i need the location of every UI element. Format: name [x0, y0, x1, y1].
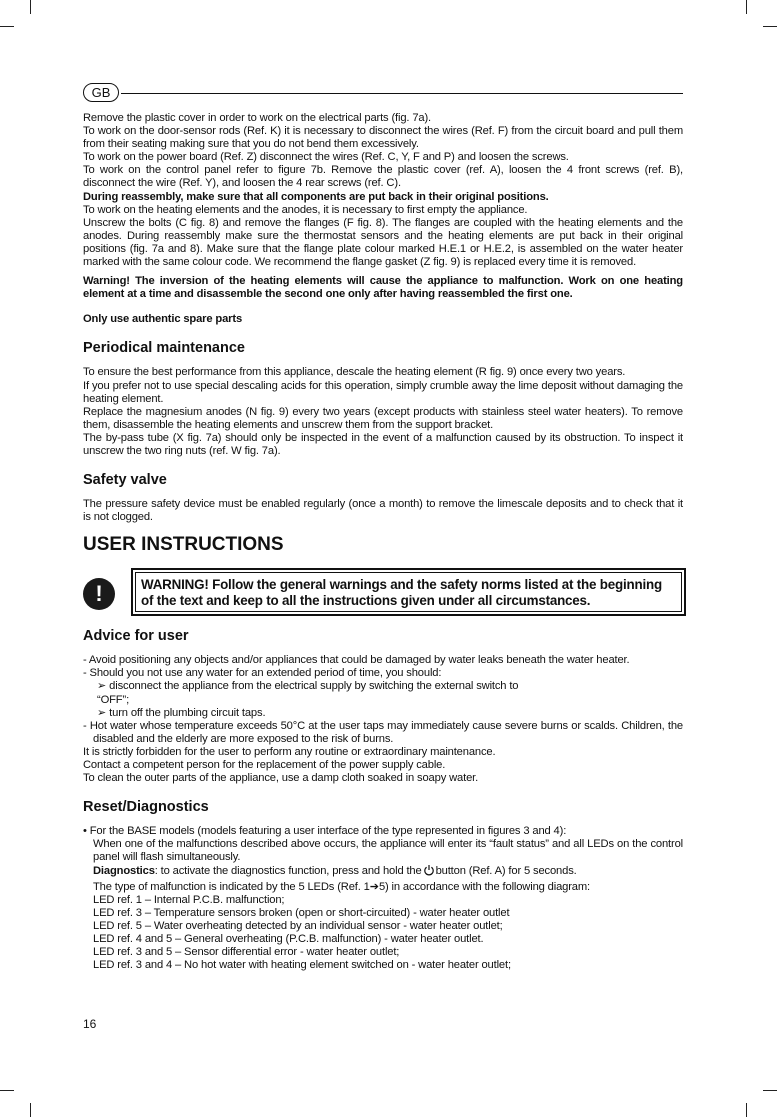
heating-element-warning: Warning! The inversion of the heating elements will cause the appliance to malfunction. Work on one heating element at a time and disassemble the second one only after having reassembled the first one.	[83, 275, 683, 301]
paragraph: To ensure the best performance from this appliance, descale the heating element (R fig. 9) once every two years.	[83, 366, 626, 379]
paragraph: Replace the magnesium anodes (N fig. 9) every two years (except products with stainless steel water heaters). To remove them, disassemble the heating elements and unscrew them from the support bracket.	[83, 405, 683, 431]
led-item: LED ref. 1 – Internal P.C.B. malfunction;	[93, 893, 285, 906]
paragraph: Contact a competent person for the replacement of the power supply cable.	[83, 759, 446, 771]
crop-mark	[30, 0, 31, 14]
paragraph: To work on the door-sensor rods (Ref. K) it is necessary to disconnect the wires (Ref. F) from the circuit board and pull them from their seating making sure that you do not bend them excessively.	[83, 125, 683, 151]
periodical-maintenance-heading: Periodical maintenance	[83, 340, 245, 357]
crop-mark	[0, 26, 14, 27]
power-icon	[423, 864, 435, 880]
paragraph: To clean the outer parts of the appliance, use a damp cloth soaked in soapy water.	[83, 772, 479, 785]
diagnostics-text: button (Ref. A) for 5 seconds.	[435, 865, 577, 878]
reset-diagnostics-heading: Reset/Diagnostics	[83, 799, 209, 816]
safety-valve-heading: Safety valve	[83, 472, 167, 489]
user-instructions-heading: USER INSTRUCTIONS	[83, 534, 284, 556]
paragraph: When one of the malfunctions described above occurs, the appliance will enter its “fault status” and all LEDs on the control panel will flash simultaneously.	[93, 838, 683, 864]
crop-mark	[30, 1103, 31, 1117]
list-item: ➢ turn off the plumbing circuit taps.	[97, 706, 266, 719]
warning-box	[131, 568, 686, 616]
crop-mark	[0, 1090, 14, 1091]
diagnostics-line	[83, 864, 683, 880]
paragraph: The type of malfunction is indicated by the 5 LEDs (Ref. 1➔5) in accordance with the following diagram:	[93, 880, 591, 893]
paragraph: To work on the control panel refer to figure 7b. Remove the plastic cover (ref. A), loosen the 4 front screws (ref. B), disconnect the wire (Ref. Y), and loosen the 4 rear screws (ref. C).	[83, 164, 683, 190]
paragraph: It is strictly forbidden for the user to perform any routine or extraordinary maintenance.	[83, 745, 496, 758]
paragraph: To work on the power board (Ref. Z) disconnect the wires (Ref. C, Y, F and P) and loosen the screws.	[83, 151, 569, 164]
page-content	[83, 112, 683, 972]
led-item: LED ref. 4 and 5 – General overheating (P.C.B. malfunction) - water heater outlet.	[93, 932, 484, 945]
list-item: - Should you not use any water for an extended period of time, you should:	[83, 667, 442, 680]
led-item: LED ref. 3 and 5 – Sensor differential error - water heater outlet;	[93, 946, 400, 959]
paragraph: The pressure safety device must be enabled regularly (once a month) to remove the limescale deposits and to check that it is not clogged.	[83, 498, 683, 524]
crop-mark	[763, 1090, 777, 1091]
led-item: LED ref. 5 – Water overheating detected by an individual sensor - water heater outlet;	[93, 919, 503, 932]
led-item: LED ref. 3 and 4 – No hot water with heating element switched on - water heater outlet;	[93, 959, 511, 972]
advice-heading: Advice for user	[83, 628, 189, 645]
list-item: • For the BASE models (models featuring a user interface of the type represented in figures 3 and 4):	[83, 825, 567, 838]
paragraph: The by-pass tube (X fig. 7a) should only be inspected in the event of a malfunction caused by its obstruction. To inspect it unscrew the two ring nuts (ref. W fig. 7a).	[83, 431, 683, 457]
page-header	[83, 83, 683, 103]
list-item: - Hot water whose temperature exceeds 50°C at the user taps may immediately cause severe burns or scalds. Children, the disabled and the elderly are more exposed to the risk of burns.	[83, 719, 683, 745]
list-item: - Avoid positioning any objects and/or appliances that could be damaged by water leaks beneath the water heater.	[83, 654, 630, 667]
paragraph: Unscrew the bolts (C fig. 8) and remove the flanges (F fig. 8). The flanges are coupled with the heating elements and the anodes. During reassembly make sure the thermostat sensors and the heating elements are put back in their original positions (fig. 7a and 8). Make sure that the flange plate colour marked H.E.1 or H.E.2, is assembled on the water heater marked with the same colour code. We recommend the flange gasket (Z fig. 9) is replaced every time it is removed.	[83, 216, 683, 269]
header-rule	[121, 93, 683, 94]
diagnostics-text: : to activate the diagnostics function, press and hold the	[154, 865, 422, 878]
crop-mark	[763, 26, 777, 27]
exclamation-icon: !	[83, 578, 115, 610]
crop-mark	[746, 1103, 747, 1117]
reassembly-note: During reassembly, make sure that all components are put back in their original positions.	[83, 190, 549, 203]
warning-block	[83, 568, 683, 618]
crop-mark	[746, 0, 747, 14]
paragraph: Remove the plastic cover in order to work on the electrical parts (fig. 7a).	[83, 112, 431, 124]
led-item: LED ref. 3 – Temperature sensors broken (open or short-circuited) - water heater outlet	[93, 906, 510, 919]
diagnostics-label: Diagnostics	[93, 865, 155, 878]
paragraph: If you prefer not to use special descaling acids for this operation, simply crumble away the lime deposit without damaging the heating element.	[83, 379, 683, 405]
spare-parts-note: Only use authentic spare parts	[83, 313, 243, 326]
paragraph: To work on the heating elements and the anodes, it is necessary to first empty the appliance.	[83, 203, 528, 216]
warning-text: WARNING! Follow the general warnings and the safety norms listed at the beginning of the text and keep to all the instructions given under all circumstances.	[135, 572, 682, 612]
list-item: ➢ disconnect the appliance from the electrical supply by switching the external switch to “OFF”;	[97, 680, 519, 706]
page-number: 16	[83, 1017, 97, 1031]
language-badge: GB	[83, 83, 119, 102]
